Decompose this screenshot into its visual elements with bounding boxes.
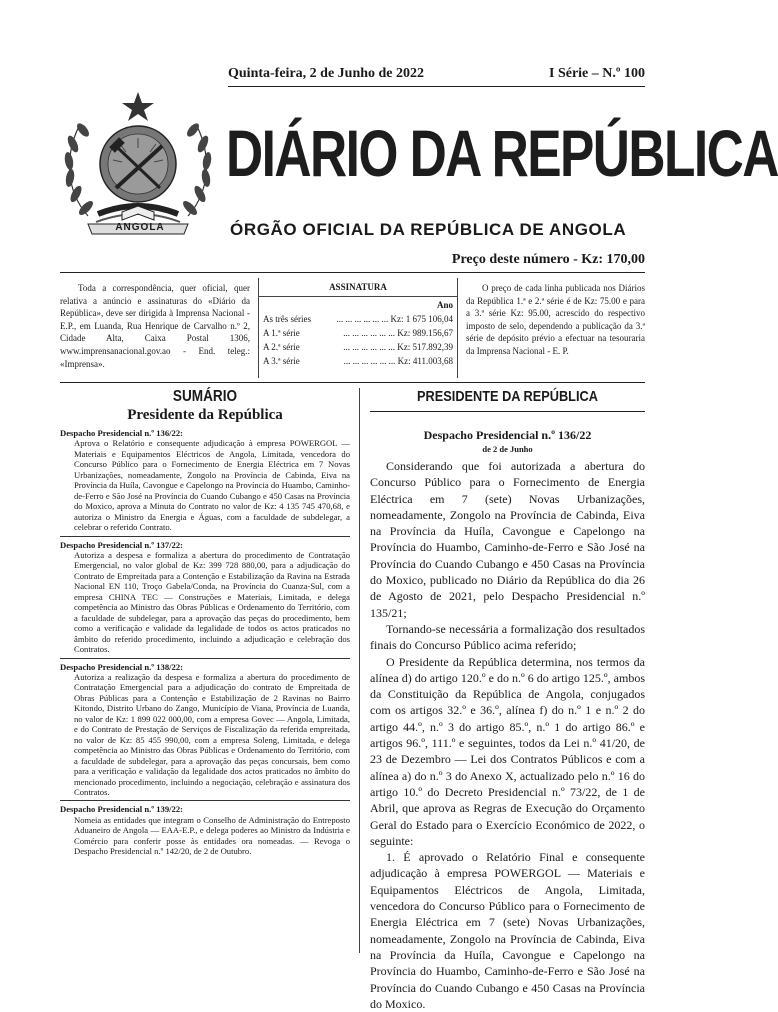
subscription-row-value: ... ... ... ... ... ... Kz: 517.892,39 xyxy=(343,341,453,352)
subscription-row-value: ... ... ... ... ... ... Kz: 989.156,67 xyxy=(343,327,453,338)
decree-paragraph: 1. É aprovado o Relatório Final e consequente adjudicação à empresa POWERGOL — Materiais e Equipamentos Eléctricos de Angola, Limitada, vencedora do Concurso Público para o Fornecimento de Energia Eléctrica em 7 (sete) Novas Urbanizações, nomeadamente, Zongolo na Província de Cabinda, Eiva na Província da Huíla, Cavongue e Capelongo na Província do Huambo, Caminho-de-Ferro e São José na Província do Cuando Cubango e 450 Casas na Província do Moxico. xyxy=(370,850,645,1011)
subscription-row-label: A 3.ª série xyxy=(263,355,300,366)
gazette-subtitle: ÓRGÃO OFICIAL DA REPÚBLICA DE ANGOLA xyxy=(230,220,627,239)
summary-entry-title: Despacho Presidencial n.º 137/22: xyxy=(60,539,183,550)
column-divider xyxy=(359,388,360,953)
subscription-row-label: A 2.ª série xyxy=(263,341,300,352)
subscription-row xyxy=(263,355,453,368)
summary-heading: SUMÁRIO xyxy=(172,388,238,405)
summary-entry xyxy=(60,662,350,798)
summary-entry-body: Autoriza a realização da despesa e formaliza a abertura do procedimento de Contratação Emergencial para a adjudicação do contrato de Empreitada de Obras Públicas para a Contenção e Estabilização de 2 Ravinas no Bairro Kitondo, Distrito Urbano do Zango, Município de Viana, Província de Luanda, no valor de Kz: 1 899 022 000,00, com a empresa Govec — Angola, Limitada, e do Contrato de Prestação de Serviços de Fiscalização da referida empreitada, no valor de Kz: 85 455 990,00, com a empresa Soleng, Limitada, e delega competência ao Ministro das Obras Públicas e Ordenamento do Território, com a faculdade de subdelegar, para a aprovação das peças concursais, bem como para a verificação e validação da legalidade dos actos praticados no âmbito do mencionado procedimento, incluindo a negociação, celebração e assinatura dos Contratos. xyxy=(74,671,350,797)
summary-entries xyxy=(60,428,350,857)
entry-divider xyxy=(60,800,350,801)
summary-column xyxy=(60,388,350,859)
summary-entry-body: Aprova o Relatório e consequente adjudicação à empresa POWERGOL — Materiais e Equipamentos Eléctricos de Angola, Limitada, vencedora do Concurso Público para o Fornecimento de Energia Eléctrica em 7 Novas Urbanizações, nomeadamente, Zongolo na Província de Cabinda, Eiva na Província da Huíla, Cavongue e Capelongo na Província do Huambo, Caminho-de-Ferro e São José na Província do Cuando Cubango e 450 Casas na Província do Moxico, aprova a Minuta do Contrato no valor de Kz: 4 135 745 470,68, e autoriza o Ministro da Energia e Águas, com a faculdade de subdelegar, a celebrar o referido Contrato. xyxy=(74,438,350,533)
issue-date: Quinta-feira, 2 de Junho de 2022 xyxy=(228,66,425,81)
decree-section-rule xyxy=(370,411,645,412)
decree-column xyxy=(370,388,645,1012)
summary-entry xyxy=(60,540,350,655)
subscription-year-label: Ano xyxy=(436,299,453,310)
summary-entry xyxy=(60,804,350,856)
entry-divider xyxy=(60,658,350,659)
issue-price: Preço deste número - Kz: 170,00 xyxy=(451,252,645,267)
decree-paragraph: O Presidente da República determina, nos termos da alínea d) do artigo 120.º e do n.º 6 do artigo 125.º, ambos da Constituição da República de Angola, conjugados com os artigos 32.º e 36.º, alínea f) do n.º 1 e n.º 2 do artigo 44.º, n.º 3 do artigo 85.º, n.º 1 do artigo 86.º e artigos 96.º, 111.º e seguintes, todos da Lei n.º 41/20, de 23 de Dezembro — Lei dos Contratos Públicos e com a alínea a) do n.º 3 do Anexo X, actualizado pelo n.º 16 do artigo 10.º do Decreto Presidencial n.º 73/22, de 1 de Abril, que aprova as Regras de Execução do Orçamento Geral do Estado para o Exercício Económico de 2022, o seguinte: xyxy=(370,654,645,848)
emblem-ribbon-text: ANGOLA xyxy=(115,222,165,233)
subscription-row xyxy=(263,341,453,354)
entry-divider xyxy=(60,536,350,537)
price-rule xyxy=(60,272,645,273)
correspondence-notice: Toda a correspondência, quer oficial, quer relativa a anúncio e assinaturas do «Diário da República», deve ser dirigida à Imprensa Nacional - E.P., em Luanda, Rua Henrique de Carvalho n.º 2, Cidade Alta, Caixa Postal 1306, www.imprensanacional.gov.ao - End. teleg.: «Imprensa». xyxy=(60,283,250,369)
decree-title: Despacho Presidencial n.º 136/22 xyxy=(423,428,592,442)
summary-entry-title: Despacho Presidencial n.º 138/22: xyxy=(60,661,183,672)
decree-paragraph: Tornando-se necessária a formalização dos resultados finais do Concurso Público acima referido; xyxy=(370,621,645,653)
summary-entry xyxy=(60,428,350,533)
subscription-row-value: ... ... ... ... ... ... Kz: 411.003,68 xyxy=(343,355,453,366)
info-rule xyxy=(60,382,645,383)
summary-entry-body: Nomeia as entidades que integram o Conselho de Administração do Entreposto Aduaneiro de Angola — EAA-E.P., e delega poderes ao Ministro da Indústria e Comércio para conferir posse às entidades ora nomeadas. — Revoga o Despacho Presidencial n.º 142/20, de 2 de Outubro. xyxy=(74,814,350,857)
subscription-row-label: As três séries xyxy=(263,313,311,324)
angola-coat-of-arms-icon xyxy=(58,86,218,236)
info-box xyxy=(60,278,645,380)
line-price-notice: O preço de cada linha publicada nos Diários da República 1.ª e 2.ª série é de Kz: 75.00 e para a 3.ª série Kz: 95.00, acrescido do respectivo imposto de selo, dependendo a publicação da 3.ª série de depósito prévio a efectuar na tesouraria da Imprensa Nacional - E. P. xyxy=(466,283,645,356)
gazette-title: DIÁRIO DA REPÚBLICA xyxy=(226,116,778,190)
subscription-row xyxy=(263,313,453,326)
subscription-header: ASSINATURA xyxy=(259,281,457,297)
subscription-row xyxy=(263,327,453,340)
header-rule xyxy=(228,86,645,87)
summary-entry-body: Autoriza a despesa e formaliza a abertura do procedimento de Contratação Emergencial, no valor global de Kz: 399 728 880,00, para a adjudicação do Contrato de Empreitada para a Contenção e Estabilização da Ravina na Estrada Nacional EN 110, Troço Gabela/Conda, na Província do Cuanza-Sul, com a empresa CHINA TEC — Construções e Materiais, Limitada, e delega competência ao Ministro das Obras Públicas e Ordenamento do Território, com a faculdade de subdelegar, para a aprovação das peças do procedimento, bem como a verificação e validade da legalidade de todos os actos praticados no âmbito do referido procedimento, incluindo a adjudicação e celebração dos Contratos. xyxy=(74,549,350,655)
decree-body xyxy=(370,458,645,1012)
subscription-table xyxy=(258,278,458,378)
decree-paragraph: Considerando que foi autorizada a abertura do Concurso Público para o Fornecimento de Energia Eléctrica em 7 (sete) Novas Urbanizações, nomeadamente, Zongolo na Província de Cabinda, Eiva na Província da Huíla, Cavongue e Capelongo na Província do Huambo, Caminho-de-Ferro e São José na Província do Cuando Cubango e 450 Casas na Província do Moxico, publicado no Diário da República do dia 26 de Agosto de 2021, pelo Despacho Presidencial n.º 135/21; xyxy=(370,459,645,620)
decree-date: de 2 de Junho xyxy=(482,444,533,454)
issue-series: I Série – N.º 100 xyxy=(549,66,645,81)
subscription-row-label: A 1.ª série xyxy=(263,327,300,338)
decree-section-title: PRESIDENTE DA REPÚBLICA xyxy=(417,388,598,405)
summary-entry-title: Despacho Presidencial n.º 136/22: xyxy=(60,428,183,438)
summary-section-title: Presidente da República xyxy=(127,407,283,423)
subscription-row-value: ... ... ... ... ... ... Kz: 1 675 106,04 xyxy=(336,313,453,324)
summary-entry-title: Despacho Presidencial n.º 139/22: xyxy=(60,804,183,815)
